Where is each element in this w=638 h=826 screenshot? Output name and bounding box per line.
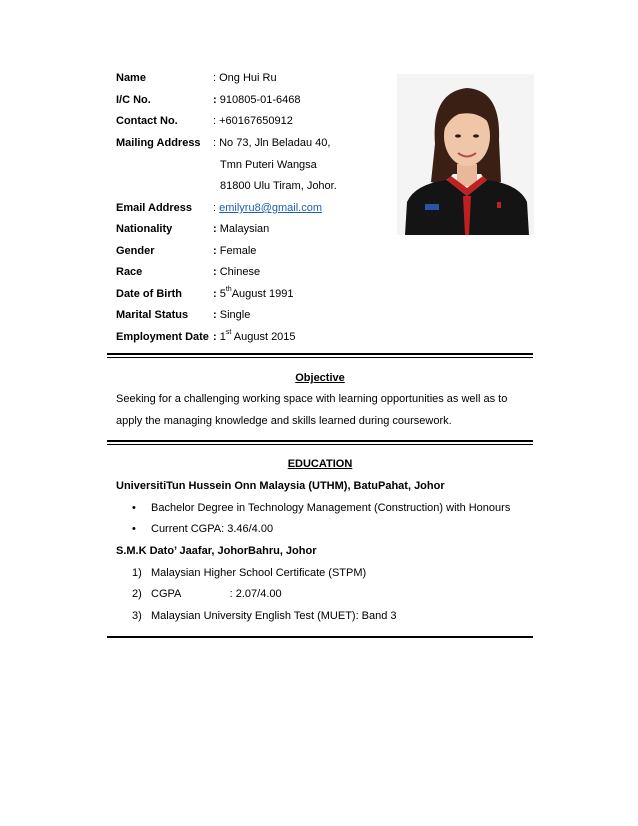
employment-colon: : bbox=[213, 331, 217, 343]
objective-title: Objective bbox=[295, 372, 345, 384]
employment-label: Employment Date bbox=[116, 331, 209, 343]
employment-value-wrap bbox=[213, 329, 296, 345]
race-value-wrap bbox=[213, 264, 260, 280]
school-item-2: CGPA : 2.07/4.00 bbox=[151, 588, 282, 600]
divider-top-thin bbox=[107, 357, 533, 358]
uni-item-1: Bachelor Degree in Technology Management (Construction) with Honours bbox=[151, 502, 511, 514]
name-value: : Ong Hui Ru bbox=[213, 72, 277, 84]
dob-suffix: th bbox=[225, 286, 232, 294]
ic-value: 910805-01-6468 bbox=[216, 94, 301, 106]
school-item-3: Malaysian University English Test (MUET): Band 3 bbox=[151, 610, 397, 622]
school-item-2-number: 2) bbox=[132, 588, 142, 600]
school-name: S.M.K Dato’ Jaafar, JohorBahru, Johor bbox=[116, 545, 317, 557]
race-colon: : bbox=[213, 266, 217, 278]
marital-label: Marital Status bbox=[116, 309, 189, 321]
nationality-label: Nationality bbox=[116, 223, 173, 235]
divider-bottom bbox=[107, 636, 533, 638]
university-name: UniversitiTun Hussein Onn Malaysia (UTHM), BatuPahat, Johor bbox=[116, 480, 445, 492]
objective-line-1: Seeking for a challenging working space with learning opportunities as well as to bbox=[116, 393, 508, 405]
marital-colon: : bbox=[213, 309, 217, 321]
email-link[interactable]: emilyru8@gmail.com bbox=[219, 202, 322, 214]
race-label: Race bbox=[116, 266, 143, 278]
bullet-icon: • bbox=[132, 502, 136, 514]
school-item-1: Malaysian Higher School Certificate (STPM) bbox=[151, 567, 367, 579]
divider-middle-thin bbox=[107, 444, 533, 445]
dob-value-wrap bbox=[213, 286, 293, 302]
mailing-line1: : No 73, Jln Beladau 40, bbox=[213, 137, 331, 149]
employment-day: 1 bbox=[216, 331, 226, 343]
dob-rest: August 1991 bbox=[231, 288, 294, 300]
email-value-wrap bbox=[213, 200, 322, 216]
name-label: Name bbox=[116, 72, 146, 84]
bullet-icon: • bbox=[132, 523, 136, 535]
gender-label: Gender bbox=[116, 245, 155, 257]
ic-value-wrap bbox=[213, 92, 300, 108]
ic-colon: : bbox=[213, 94, 217, 106]
dob-colon: : bbox=[213, 288, 217, 300]
marital-value-wrap bbox=[213, 307, 250, 323]
uni-item-2: Current CGPA: 3.46/4.00 bbox=[151, 523, 274, 535]
nationality-value-wrap bbox=[213, 221, 269, 237]
race-value: Chinese bbox=[216, 266, 261, 278]
divider-top bbox=[107, 353, 533, 355]
email-label: Email Address bbox=[116, 202, 193, 214]
employment-rest: August 2015 bbox=[231, 331, 296, 343]
email-colon: : bbox=[213, 202, 220, 214]
objective-line-2: apply the managing knowledge and skills learned during coursework. bbox=[116, 415, 452, 427]
school-item-3-number: 3) bbox=[132, 610, 142, 622]
contact-label: Contact No. bbox=[116, 115, 178, 127]
dob-day: 5 bbox=[216, 288, 226, 300]
ic-label: I/C No. bbox=[116, 94, 151, 106]
employment-suffix: st bbox=[225, 329, 232, 337]
nationality-value: Malaysian bbox=[216, 223, 270, 235]
divider-middle bbox=[107, 440, 533, 442]
nationality-colon: : bbox=[213, 223, 217, 235]
gender-value-wrap bbox=[213, 243, 256, 259]
mailing-line2: Tmn Puteri Wangsa bbox=[220, 159, 317, 171]
mailing-line3: 81800 Ulu Tiram, Johor. bbox=[220, 180, 337, 192]
gender-colon: : bbox=[213, 245, 217, 257]
dob-label: Date of Birth bbox=[116, 288, 182, 300]
mailing-label: Mailing Address bbox=[116, 137, 201, 149]
gender-value: Female bbox=[216, 245, 257, 257]
contact-value: : +60167650912 bbox=[213, 115, 293, 127]
school-item-1-number: 1) bbox=[132, 567, 142, 579]
profile-photo bbox=[397, 74, 534, 235]
education-title: EDUCATION bbox=[287, 458, 353, 470]
marital-value: Single bbox=[216, 309, 251, 321]
